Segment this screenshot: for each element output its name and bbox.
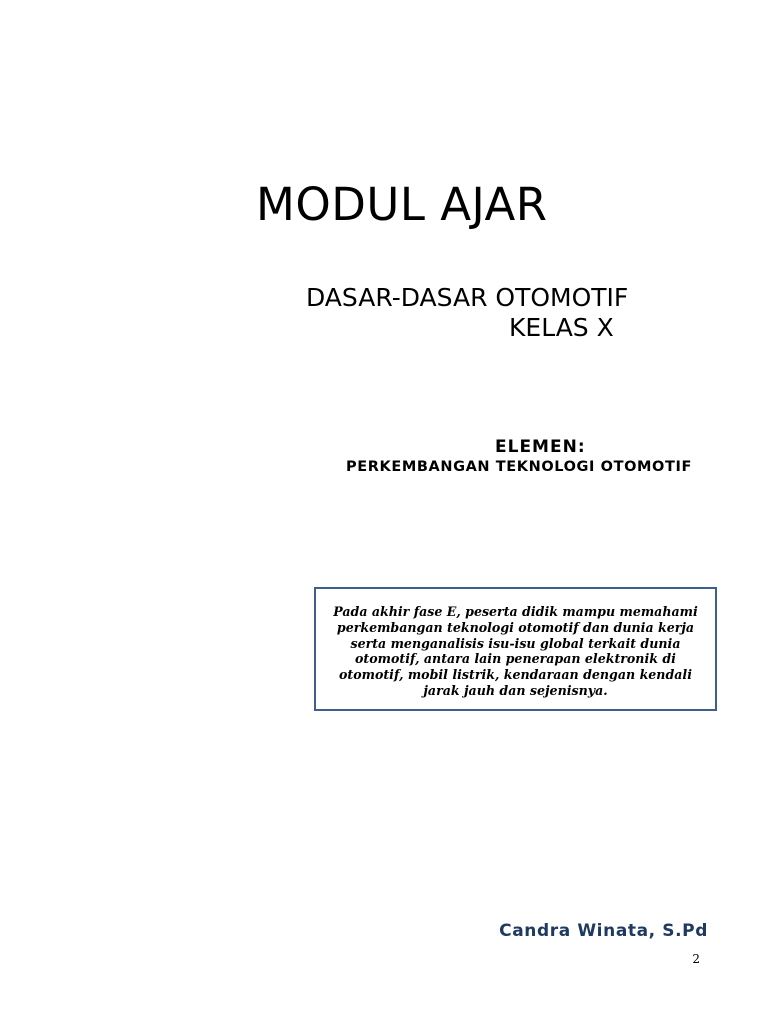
module-title: MODUL AJAR: [256, 178, 548, 231]
subject-name: DASAR-DASAR OTOMOTIF: [306, 283, 629, 312]
author-name: Candra Winata, S.Pd: [499, 921, 708, 941]
element-label: ELEMEN:: [495, 437, 586, 457]
learning-goal-text: Pada akhir fase E, peserta didik mampu memahami perkembangan teknologi otomotif dan dunia kerja serta menganalisis isu-isu global terkait dunia otomotif, antara lain penerapan elektronik di otomotif, mobil listrik, kendaraan dengan kendali jarak jauh dan sejenisnya.: [333, 604, 698, 698]
element-name: PERKEMBANGAN TEKNOLOGI OTOMOTIF: [346, 459, 692, 475]
learning-goal-box: [314, 587, 717, 711]
page-number: 2: [692, 952, 700, 966]
grade-level: KELAS X: [509, 313, 614, 342]
